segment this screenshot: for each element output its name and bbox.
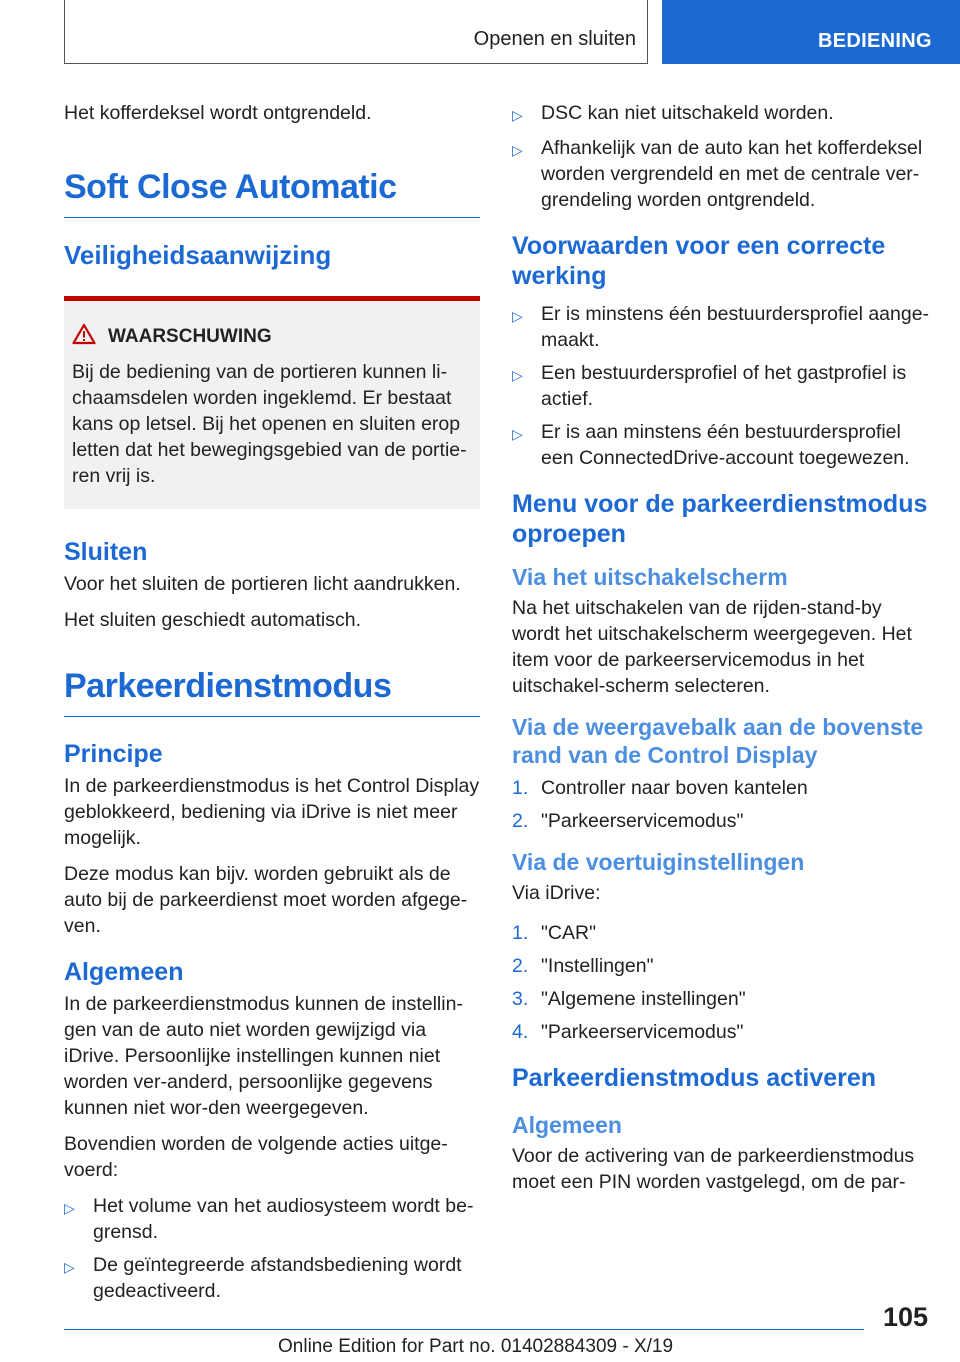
voertuig-intro: Via iDrive: (512, 882, 601, 904)
list-item: ▷ Er is aan minstens één bestuurdersprofiel een ConnectedDrive-account toegewezen. (512, 421, 910, 469)
list-item: 3. "Algemene instellingen" (512, 988, 746, 1010)
bullet-icon: ▷ (512, 367, 523, 383)
warning-label: WAARSCHUWING (108, 326, 272, 347)
actions-list (64, 1193, 480, 1304)
soft-close-heading: Soft Close Automatic (64, 168, 480, 218)
list-item: 2. "Instellingen" (512, 955, 654, 977)
right-column (512, 100, 932, 1205)
warning-triangle-icon (72, 323, 96, 351)
warning-text: Bij de bediening van de portieren kunnen li-chaamsdelen worden ingeklemd. Er bestaat kans op letsel. Bij het openen en sluiten erop letten dat het bewegingsgebied van de portie-ren vrij is. (72, 361, 467, 487)
weergave-heading: Via de weergavebalk aan de bovenste rand van de Control Display (512, 714, 924, 768)
warning-box (64, 296, 480, 509)
list-item: 4. "Parkeerservicemodus" (512, 1021, 744, 1043)
sluiten-text-1: Voor het sluiten de portieren licht aandrukken. (64, 573, 461, 595)
list-item: ▷ Afhankelijk van de auto kan het kofferdeksel worden vergrendeld en met de centrale ver-grendeling worden ontgrendeld. (512, 137, 923, 211)
footer-divider (64, 1329, 864, 1330)
parkeer-heading: Parkeerdienstmodus (64, 667, 480, 717)
list-item: 2. "Parkeerservicemodus" (512, 810, 744, 832)
bullet-icon: ▷ (512, 107, 523, 123)
warning-title (72, 323, 472, 351)
intro-text: Het kofferdeksel wordt ontgrendeld. (64, 102, 372, 124)
voertuig-heading: Via de voertuiginstellingen (512, 849, 805, 875)
list-item: ▷ De geïntegreerde afstandsbediening wordt gedeactiveerd. (64, 1254, 462, 1302)
bullet-icon: ▷ (512, 426, 523, 442)
list-item: ▷ Een bestuurdersprofiel of het gastprofiel is actief. (512, 362, 907, 410)
menu-heading: Menu voor de parkeerdienstmodus oproepen (512, 490, 928, 548)
uitschakel-heading: Via het uitschakelscherm (512, 564, 788, 590)
activeren-text: Voor de activering van de parkeerdienstmodus moet een PIN worden vastgelegd, om de par- (512, 1145, 915, 1193)
header-section-title: Openen en sluiten (473, 28, 636, 50)
list-item: ▷ DSC kan niet uitschakeld worden. (512, 100, 932, 128)
weergave-steps (512, 775, 932, 834)
algemeen-heading: Algemeen (64, 958, 184, 986)
bullet-icon: ▷ (64, 1200, 75, 1216)
sluiten-text-2: Het sluiten geschiedt automatisch. (64, 609, 361, 631)
list-item: 1. "CAR" (512, 922, 597, 944)
activeren-heading: Parkeerdienstmodus activeren (512, 1064, 877, 1092)
principe-heading: Principe (64, 740, 163, 768)
bullet-icon: ▷ (64, 1259, 75, 1275)
header-chapter-tab[interactable]: BEDIENING (662, 0, 960, 64)
voorwaarden-list (512, 301, 932, 471)
safety-heading: Veiligheidsaanwijzing (64, 240, 332, 270)
bullet-icon: ▷ (512, 142, 523, 158)
principe-text-1: In de parkeerdienstmodus is het Control Display geblokkeerd, bediening via iDrive is niet meer mogelijk. (64, 775, 480, 849)
page-number: 105 (882, 1302, 928, 1332)
algemeen-text-1: In de parkeerdienstmodus kunnen de instellin-gen van de auto niet worden gewijzigd via iDrive. Persoonlijke instellingen kunnen niet worden ver-anderd, persoonlijke gegevens kunnen niet wor-den weergegeven. (64, 993, 463, 1119)
top-bullets (512, 100, 932, 213)
sluiten-heading: Sluiten (64, 538, 148, 566)
voorwaarden-heading: Voorwaarden voor een correcte werking (512, 232, 886, 290)
voertuig-steps (512, 920, 932, 1045)
list-item: ▷ Het volume van het audiosysteem wordt be-grensd. (64, 1195, 474, 1243)
activeren-subheading: Algemeen (512, 1112, 622, 1138)
footer-edition: Online Edition for Part no. 01402884309 - X/19 (278, 1336, 674, 1357)
left-column (64, 100, 480, 1314)
uitschakel-text: Na het uitschakelen van de rijden-stand-by wordt het uitschakelscherm weergegeven. Het item voor de parkeerservicemodus in het uitschakel-scherm selecteren. (512, 597, 912, 697)
list-item: 1. Controller naar boven kantelen (512, 777, 808, 799)
principe-text-2: Deze modus kan bijv. worden gebruikt als de auto bij de parkeerdienst moet worden afgege-ven. (64, 863, 468, 937)
algemeen-text-2: Bovendien worden de volgende acties uitge-voerd: (64, 1133, 448, 1181)
list-item: ▷ Er is minstens één bestuurdersprofiel aange-maakt. (512, 303, 930, 351)
bullet-icon: ▷ (512, 308, 523, 324)
